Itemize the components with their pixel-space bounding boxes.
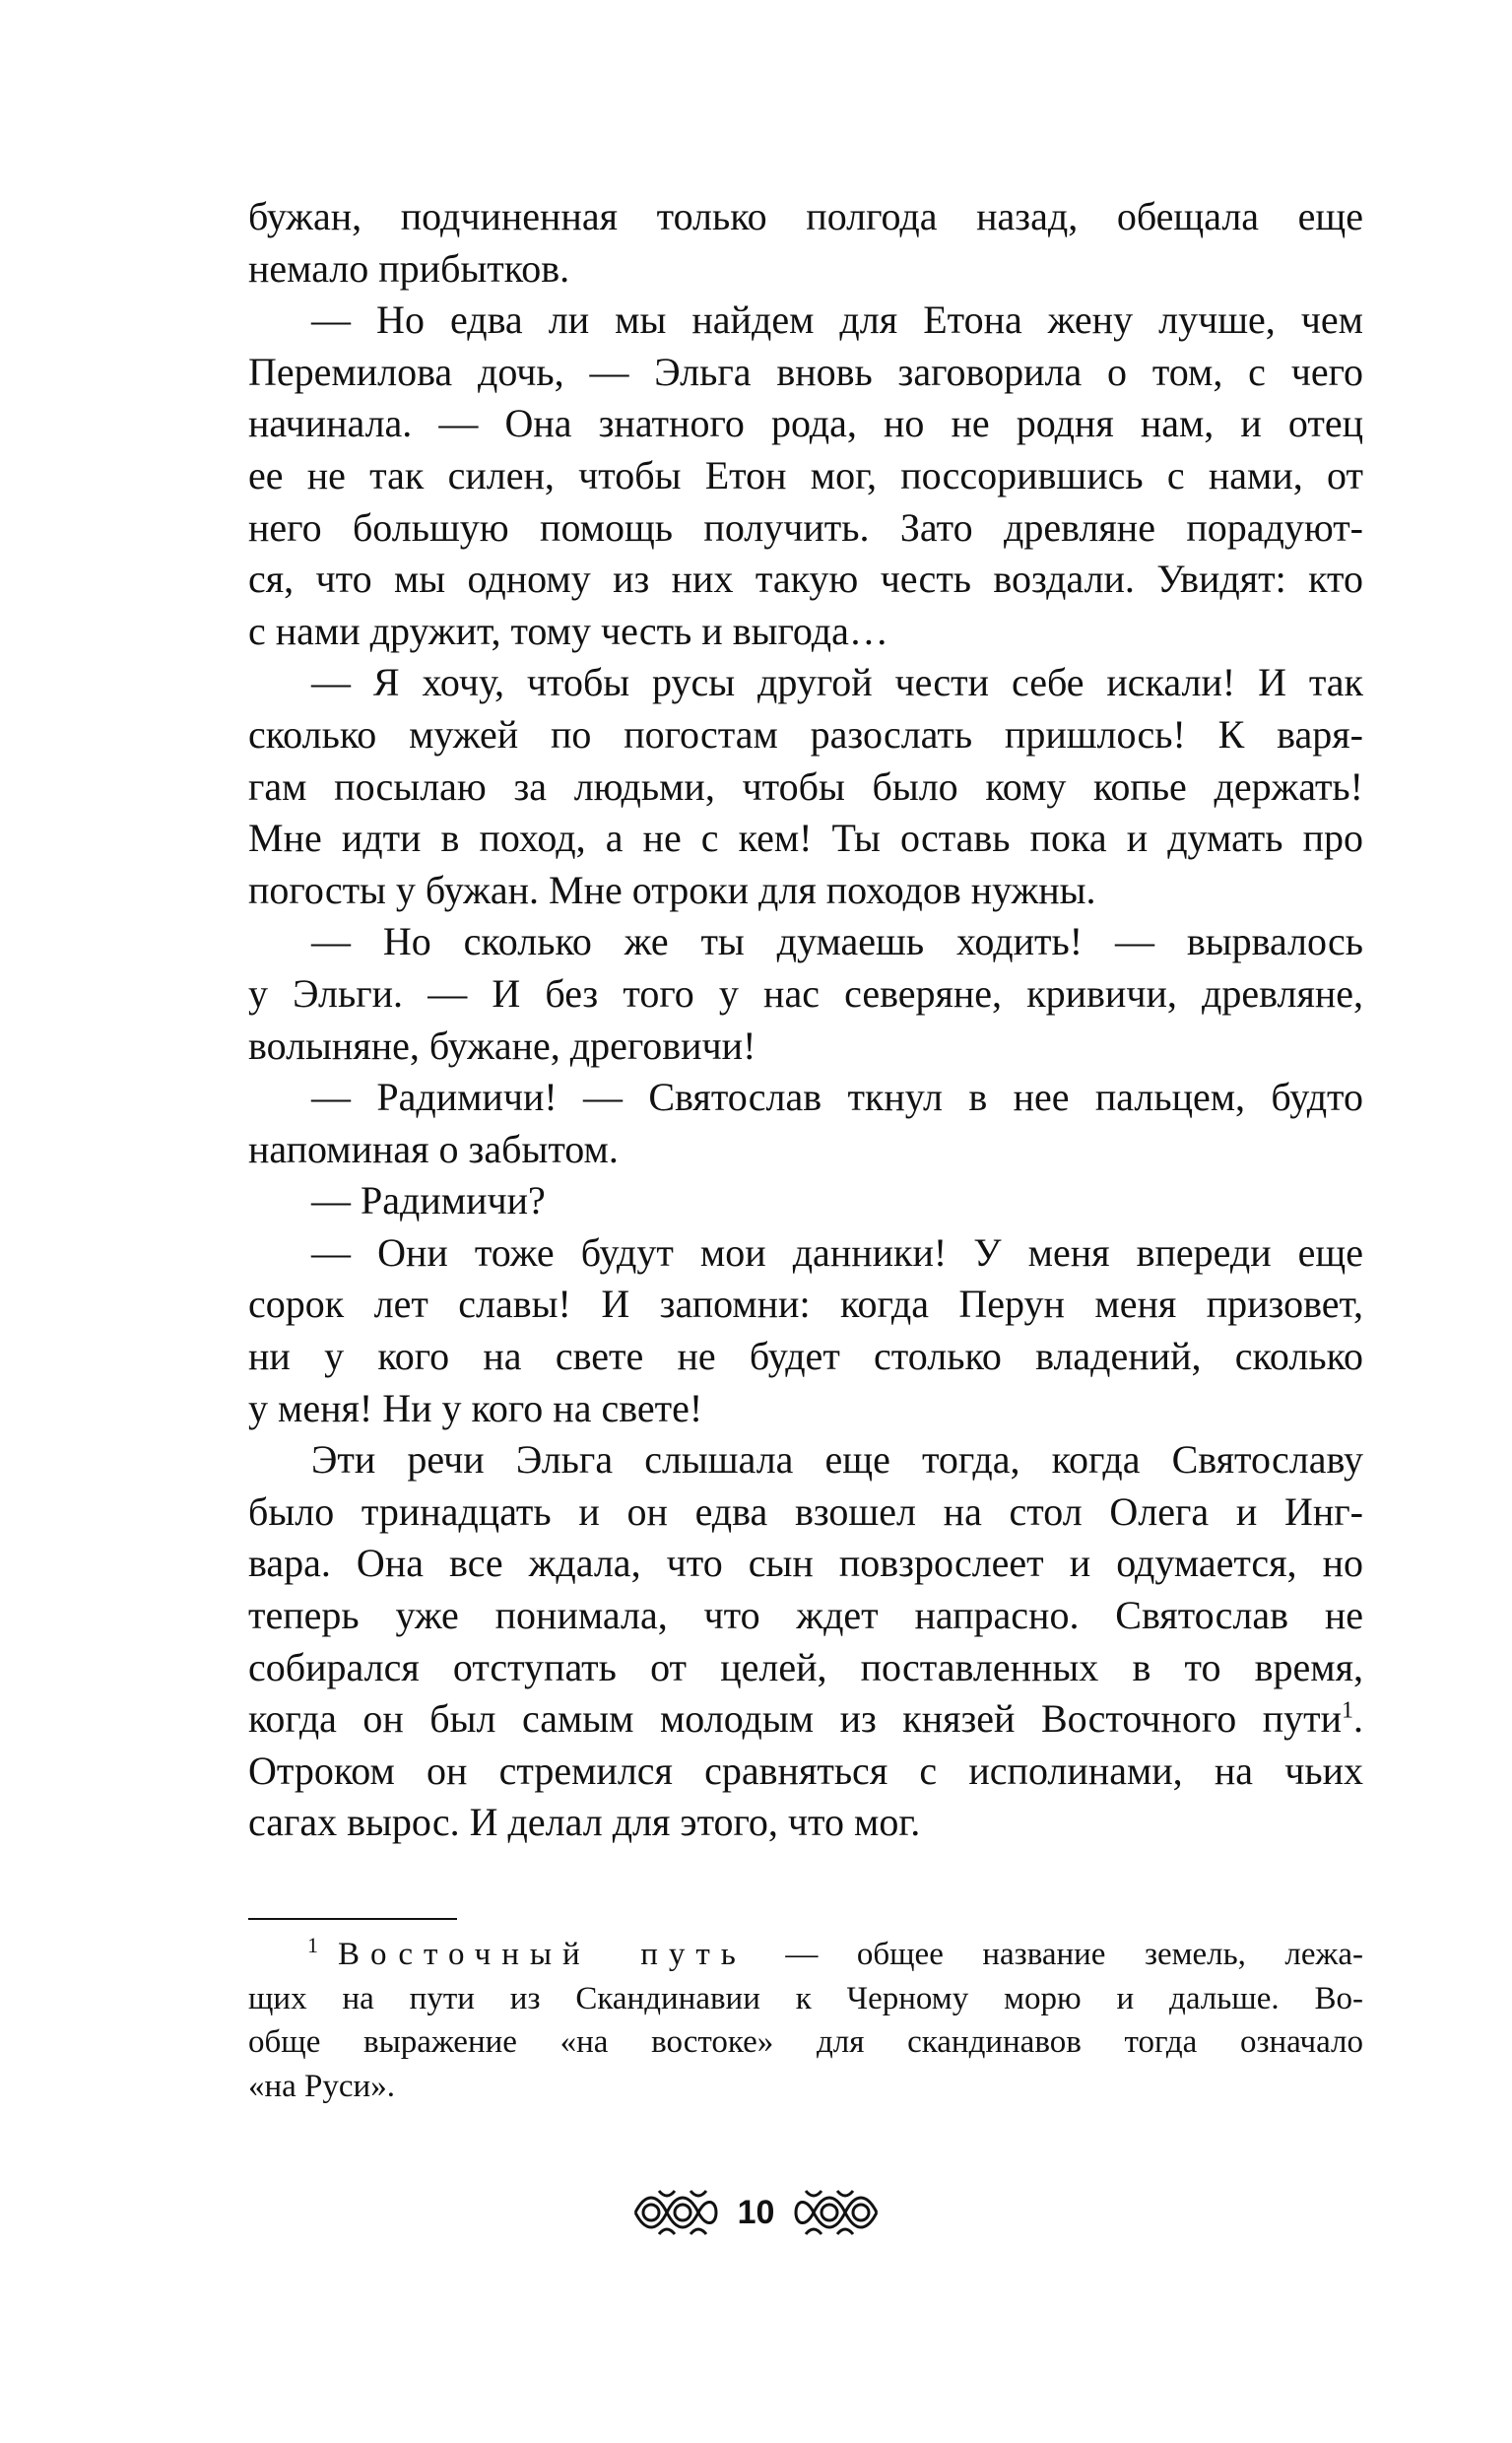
text-line: когда он был самым молодым из князей Восточного пути$^1$.	[248, 1696, 1363, 1742]
footnote-line-4: «на Руси».	[248, 2068, 395, 2104]
footnote-line-1	[248, 1933, 1363, 1977]
text-line-content: когда он был самым молодым из князей Восточного пути	[248, 1696, 1342, 1742]
text-line-content: собирался отступать от целей, поставленных в то время,	[248, 1644, 1363, 1689]
text-line	[248, 1072, 1363, 1124]
text-line-content: волыняне, бужане, дреговичи!	[248, 1023, 756, 1068]
text-line	[248, 1227, 1363, 1280]
text-line-content: у меня! Ни у кого на свете!	[248, 1385, 703, 1430]
text-line	[248, 1642, 1363, 1694]
page-number: 10	[737, 2193, 775, 2231]
footnote-marker: 1	[307, 1933, 318, 1957]
text-line	[248, 865, 1363, 917]
left-knot-ornament-icon	[631, 2185, 720, 2240]
text-line	[248, 1797, 1363, 1849]
text-line-content: — Радимичи! — Святослав ткнул в нее пальцем, будто	[311, 1075, 1363, 1120]
text-line	[248, 502, 1363, 555]
footnote	[248, 1933, 1363, 2108]
text-line-content: ее не так силен, чтобы Етон мог, поссорившись с нами, от	[248, 452, 1363, 497]
text-line	[248, 1279, 1363, 1331]
text-line	[248, 1590, 1363, 1642]
text-line	[248, 347, 1363, 399]
text-line	[248, 968, 1363, 1021]
text-line-content: сколько мужей по погостам разослать пришлось! К варя-	[248, 711, 1363, 757]
text-line-content: — Я хочу, чтобы русы другой чести себе искали! И так	[311, 660, 1363, 705]
text-line	[248, 813, 1363, 865]
text-line	[248, 1331, 1363, 1383]
text-line	[248, 1746, 1363, 1798]
text-line-content: Мне идти в поход, а не с кем! Ты оставь пока и думать про	[248, 816, 1363, 861]
text-line-content: напоминая о забытом.	[248, 1126, 619, 1171]
text-line	[248, 1175, 1363, 1227]
text-line	[248, 709, 1363, 761]
text-line	[248, 916, 1363, 968]
text-line	[248, 1538, 1363, 1590]
text-line-content: Отроком он стремился сравняться с исполинами, на чьих	[248, 1748, 1363, 1793]
text-line	[248, 191, 1363, 243]
text-line	[248, 450, 1363, 502]
footnote-line-3: обще выражение «на востоке» для скандинавов тогда означало	[248, 2024, 1363, 2060]
text-line	[248, 1383, 1363, 1435]
text-line	[248, 295, 1363, 347]
text-line	[248, 1434, 1363, 1486]
footnote-line-2: щих на пути из Скандинавии к Черному морю и дальше. Во-	[248, 1980, 1363, 2016]
text-line	[248, 761, 1363, 814]
text-line-content: сорок лет славы! И запомни: когда Перун меня призовет,	[248, 1282, 1363, 1327]
text-line-content: — Радимичи?	[311, 1178, 546, 1223]
footnote-reference[interactable]: 1	[1342, 1697, 1353, 1724]
text-line-content: было тринадцать и он едва взошел на стол Олега и Инг-	[248, 1488, 1363, 1534]
text-line-content: Эти речи Эльга слышала еще тогда, когда Святославу	[311, 1437, 1363, 1483]
text-line-content: гам посылаю за людьми, чтобы было кому копье держать!	[248, 763, 1363, 809]
text-line-content: погосты у бужан. Мне отроки для походов нужны.	[248, 867, 1096, 912]
text-line-content: — Но едва ли мы найдем для Етона жену лучше, чем	[311, 297, 1363, 343]
main-text	[248, 191, 1363, 1849]
text-line	[248, 1021, 1363, 1073]
text-line	[248, 554, 1363, 606]
page-footer	[0, 2181, 1512, 2244]
text-line	[248, 243, 1363, 296]
text-line-content: теперь уже понимала, что ждет напрасно. Святослав не	[248, 1593, 1363, 1638]
text-line-content: с нами дружит, тому честь и выгода…	[248, 608, 888, 653]
text-line	[248, 1486, 1363, 1539]
text-line-content: ся, что мы одному из них такую честь воздали. Увидят: кто	[248, 557, 1363, 602]
text-line-content: — Они тоже будут мои данники! У меня впереди еще	[311, 1229, 1363, 1275]
footnote-divider	[248, 1918, 457, 1920]
text-line-content: бужан, подчиненная только полгода назад, обещала еще	[248, 194, 1363, 238]
text-line	[248, 398, 1363, 450]
text-line-content: сагах вырос. И делал для этого, что мог.	[248, 1800, 921, 1845]
text-line-content: ни у кого на свете не будет столько владений, сколько	[248, 1334, 1363, 1379]
text-line	[248, 657, 1363, 709]
text-line-content: у Эльги. — И без того у нас северяне, кривичи, древляне,	[248, 970, 1363, 1016]
text-line	[248, 606, 1363, 658]
footnote-term: Восточный путь	[338, 1937, 747, 1972]
footnote-text: — общее название земель, лежа-	[746, 1937, 1363, 1972]
text-line-content: Перемилова дочь, — Эльга вновь заговорила о том, с чего	[248, 349, 1363, 394]
text-line-content: — Но сколько же ты думаешь ходить! — вырвалось	[311, 919, 1363, 964]
right-knot-ornament-icon	[792, 2185, 881, 2240]
text-line-content: него большую помощь получить. Зато древляне порадуют-	[248, 504, 1363, 550]
text-line-content: немало прибытков.	[248, 245, 570, 291]
text-line	[248, 1124, 1363, 1176]
text-line-content: начинала. — Она знатного рода, но не родня нам, и отец	[248, 401, 1363, 446]
text-line-content: вара. Она все ждала, что сын повзрослеет и одумается, но	[248, 1541, 1363, 1586]
